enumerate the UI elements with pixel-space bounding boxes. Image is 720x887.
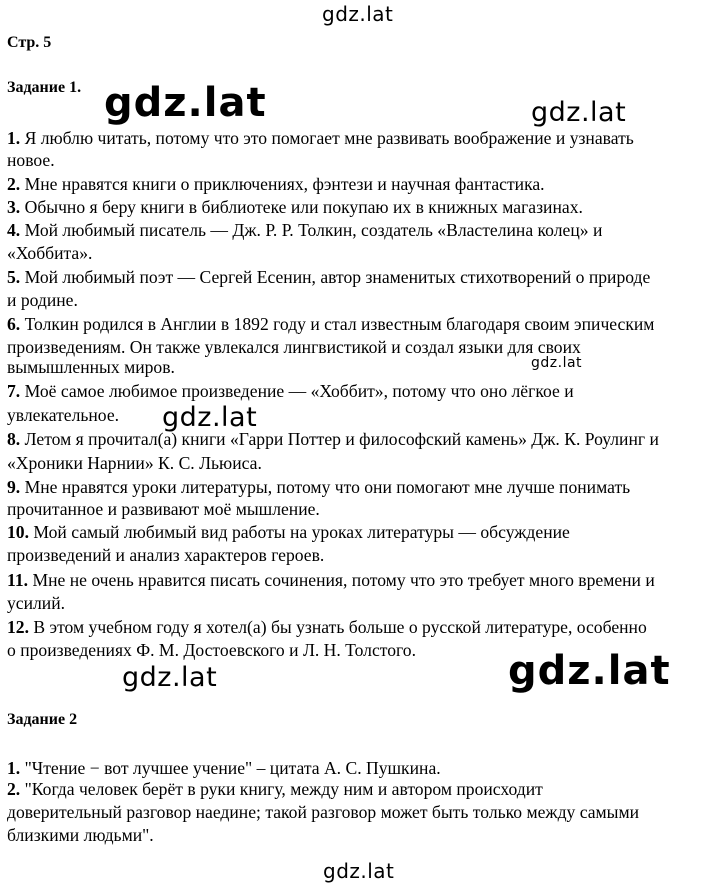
task-1-item-9-line-1: 9. Мне нравятся уроки литературы, потому что они помогают мне лучше понимать bbox=[7, 477, 631, 497]
task-1-item-8-line-1: 8. Летом я прочитал(а) книги «Гарри Поттер и философский камень» Дж. К. Роулинг и bbox=[7, 429, 659, 449]
task-1-item-6-line-1: 6. Толкин родился в Англии в 1892 году и стал известным благодаря своим эпическим bbox=[7, 314, 655, 334]
task-1-item-8-line-2: «Хроники Нарнии» К. С. Льюиса. bbox=[7, 453, 262, 473]
task-1-item-6-line-3: вымышленных миров. bbox=[7, 357, 175, 377]
task-1-item-5-line-1: 5. Мой любимый поэт — Сергей Есенин, автор знаменитых стихотворений о природе bbox=[7, 267, 651, 287]
watermark: gdz.lat bbox=[104, 80, 267, 126]
task-1-item-12-line-2: о произведениях Ф. М. Достоевского и Л. Н. Толстого. bbox=[7, 640, 416, 660]
task-1-item-5-line-2: и родине. bbox=[7, 290, 78, 310]
task-1-item-11-line-1: 11. Мне не очень нравится писать сочинения, потому что это требует много времени и bbox=[7, 570, 655, 590]
task-2-title: Задание 2 bbox=[7, 711, 78, 728]
watermark: gdz.lat bbox=[508, 648, 671, 694]
task-1-item-1-line-1: 1. Я люблю читать, потому что это помогает мне развивать воображение и узнавать bbox=[7, 128, 634, 148]
task-2-item-2-line-3: близкими людьми". bbox=[7, 825, 154, 845]
watermark: gdz.lat bbox=[531, 355, 583, 371]
task-2-item-2-line-1: 2. "Когда человек берёт в руки книгу, между ним и автором происходит bbox=[7, 779, 543, 799]
task-1-item-1-line-2: новое. bbox=[7, 150, 55, 170]
page-label: Стр. 5 bbox=[7, 34, 52, 51]
watermark: gdz.lat bbox=[322, 2, 394, 26]
watermark: gdz.lat bbox=[122, 662, 218, 693]
task-1-item-2-line-1: 2. Мне нравятся книги о приключениях, фэнтези и научная фантастика. bbox=[7, 174, 545, 194]
task-1-item-7-line-1: 7. Моё самое любимое произведение — «Хоббит», потому что оно лёгкое и bbox=[7, 381, 574, 401]
task-1-item-7-line-2: увлекательное. bbox=[7, 405, 120, 425]
task-1-item-6-line-2: произведениям. Он также увлекался лингвистикой и создал языки для своих bbox=[7, 337, 581, 357]
task-1-item-9-line-2: прочитанное и развивают моё мышление. bbox=[7, 499, 320, 519]
task-1-item-4-line-2: «Хоббита». bbox=[7, 243, 93, 263]
task-1-item-4-line-1: 4. Мой любимый писатель — Дж. Р. Р. Толкин, создатель «Властелина колец» и bbox=[7, 220, 603, 240]
task-1-item-11-line-2: усилий. bbox=[7, 593, 66, 613]
task-1-item-12-line-1: 12. В этом учебном году я хотел(а) бы узнать больше о русской литературе, особенно bbox=[7, 617, 647, 637]
task-1-title: Задание 1. bbox=[7, 79, 82, 96]
task-1-item-3-line-1: 3. Обычно я беру книги в библиотеке или покупаю их в книжных магазинах. bbox=[7, 197, 583, 217]
watermark: gdz.lat bbox=[323, 859, 395, 883]
task-2-item-1-line-1: 1. "Чтение − вот лучшее учение" – цитата А. С. Пушкина. bbox=[7, 758, 441, 778]
task-2-item-2-line-2: доверительный разговор наедине; такой разговор может быть только между самыми bbox=[7, 802, 640, 822]
task-1-item-10-line-2: произведений и анализ характеров героев. bbox=[7, 545, 325, 565]
watermark: gdz.lat bbox=[162, 402, 258, 433]
task-1-item-10-line-1: 10. Мой самый любимый вид работы на уроках литературы — обсуждение bbox=[7, 522, 570, 542]
watermark: gdz.lat bbox=[531, 97, 627, 128]
